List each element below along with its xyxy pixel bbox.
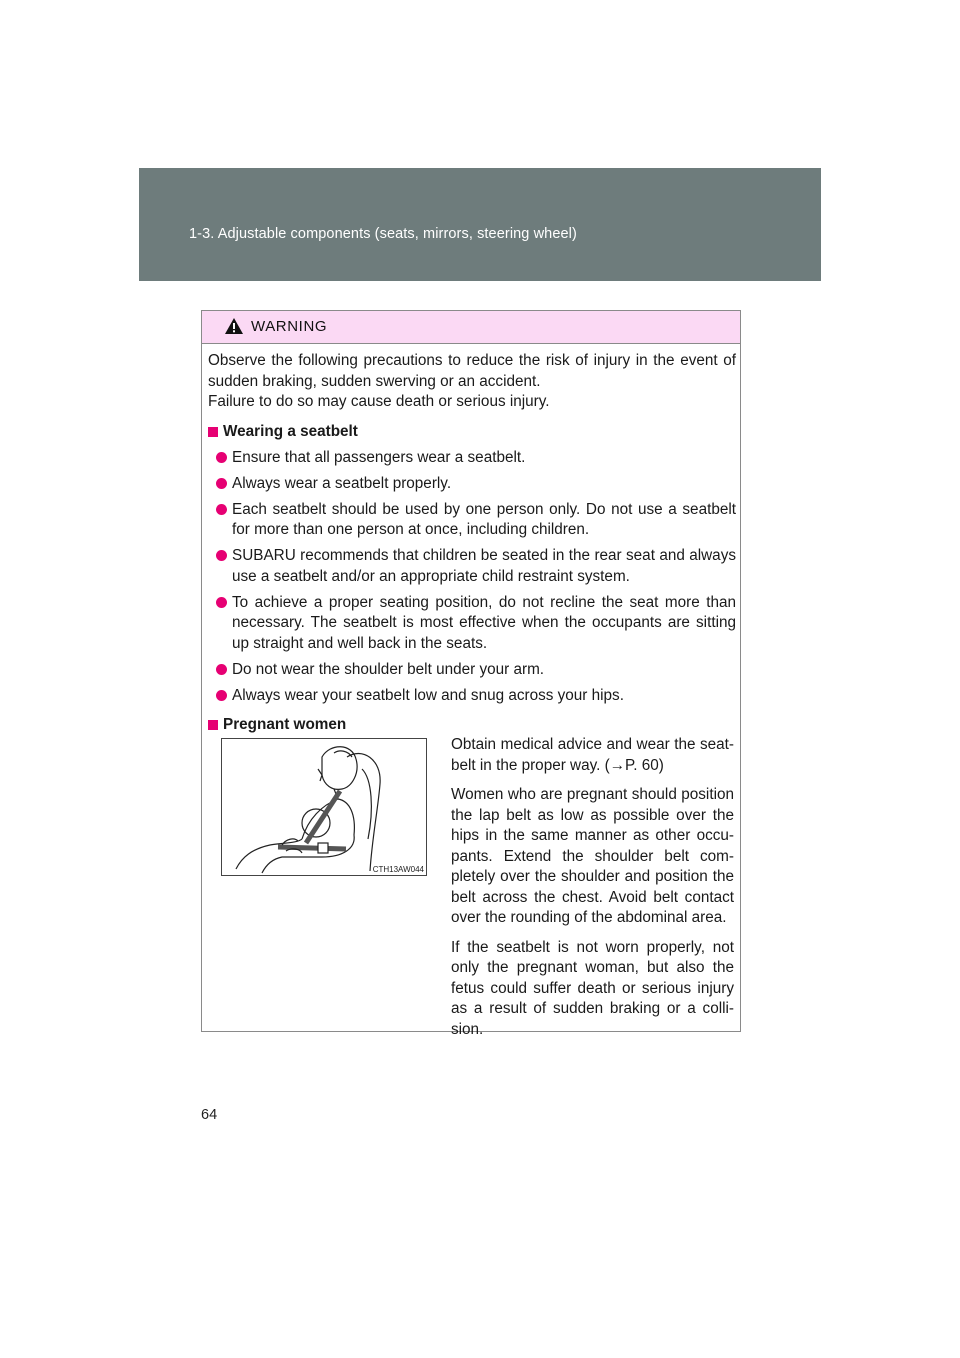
warning-box: [201, 310, 741, 1038]
square-bullet-icon: [208, 720, 218, 730]
list-item: To achieve a proper seating position, do not recline the seat more than necessary. The seatbelt is most effective when the occupants are sitting up straight and well back in the seats.: [208, 593, 736, 655]
pregnant-woman-seatbelt-drawing: [222, 739, 426, 875]
list-item: Always wear a seatbelt properly.: [208, 474, 736, 495]
pregnant-seatbelt-illustration: [221, 738, 427, 876]
list-item: Each seatbelt should be used by one person only. Do not use a seatbelt for more than one person at once, including children.: [208, 500, 736, 541]
warning-header: [202, 311, 740, 344]
round-bullet-icon: [216, 597, 227, 608]
round-bullet-icon: [216, 478, 227, 489]
list-item: Ensure that all passengers wear a seatbelt.: [208, 448, 736, 469]
warning-intro-2: Failure to do so may cause death or serious injury.: [208, 393, 550, 410]
round-bullet-icon: [216, 452, 227, 463]
figure-code: CTH13AW044: [372, 865, 424, 874]
round-bullet-icon: [216, 550, 227, 561]
pregnant-para-1: Obtain medical advice and wear the seat-belt in the proper way. (→P. 60): [451, 736, 734, 774]
round-bullet-icon: [216, 690, 227, 701]
warning-content: [208, 351, 736, 736]
list-item: Do not wear the shoulder belt under your arm.: [208, 660, 736, 681]
list-item: SUBARU recommends that children be seated in the rear seat and always use a seatbelt and/or an appropriate child restraint system.: [208, 546, 736, 587]
pregnant-para-3: If the seatbelt is not worn properly, not only the pregnant woman, but also the fetus could suffer death or serious injury as a result of sudden braking or a colli-sion.: [451, 938, 734, 1038]
page-number: 64: [201, 1107, 218, 1123]
square-bullet-icon: [208, 427, 218, 437]
warning-intro: Observe the following precautions to reduce the risk of injury in the event of sudden braking, sudden swerving or an accident.: [208, 352, 736, 390]
round-bullet-icon: [216, 504, 227, 515]
chapter-header-band: [139, 168, 821, 281]
chapter-title: 1-3. Adjustable components (seats, mirrors, steering wheel): [189, 226, 577, 242]
warning-label: WARNING: [251, 318, 328, 335]
section-heading-pregnant: Pregnant women: [208, 715, 736, 736]
round-bullet-icon: [216, 664, 227, 675]
section-heading-seatbelt: Wearing a seatbelt: [208, 422, 736, 443]
pregnant-women-text: [451, 735, 734, 1049]
list-item: Always wear your seatbelt low and snug across your hips.: [208, 686, 736, 707]
pregnant-para-2: Women who are pregnant should position the lap belt as low as possible over the hips in the same manner as other occu-pants. Extend the shoulder belt com-pletely over the shoulder and position the belt across the chest. Avoid belt contact over the rounding of the abdominal area.: [451, 786, 734, 926]
warning-triangle-icon: [224, 317, 244, 335]
